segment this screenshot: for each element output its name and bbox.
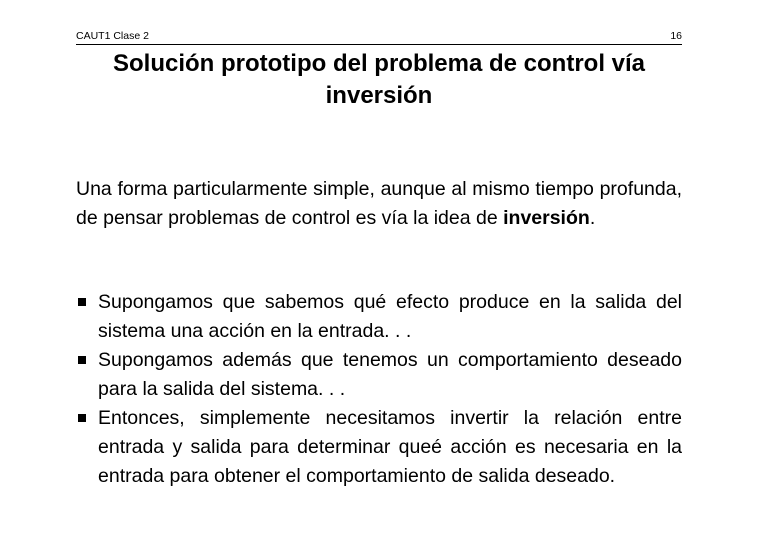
list-item-text: Entonces, simplemente necesitamos invertir la relación entre entrada y salida para determinar queé acción es necesaria en la entrada para obtener el comportamiento de salida deseado. (98, 407, 682, 487)
square-bullet-icon (78, 414, 86, 422)
course-label: CAUT1 Clase 2 (76, 30, 149, 42)
list-item-text: Supongamos además que tenemos un comportamiento deseado para la salida del sistema. . . (98, 349, 682, 400)
list-item (76, 288, 682, 346)
square-bullet-icon (78, 298, 86, 306)
bullet-list (76, 288, 682, 491)
slide-header (76, 30, 682, 42)
intro-text: Una forma particularmente simple, aunque al mismo tiempo profunda, de pensar problemas de control es vía la idea de (76, 178, 682, 229)
page-number: 16 (670, 30, 682, 42)
intro-paragraph (76, 175, 682, 233)
intro-emphasis: inversión (503, 207, 590, 229)
header-rule (76, 44, 682, 45)
slide-title: Solución prototipo del problema de control vía inversión (112, 50, 646, 109)
intro-text-end: . (589, 207, 596, 229)
list-item-text: Supongamos que sabemos qué efecto produce en la salida del sistema una acción en la entrada. . . (98, 291, 682, 342)
list-item (76, 404, 682, 491)
square-bullet-icon (78, 356, 86, 364)
list-item (76, 346, 682, 404)
